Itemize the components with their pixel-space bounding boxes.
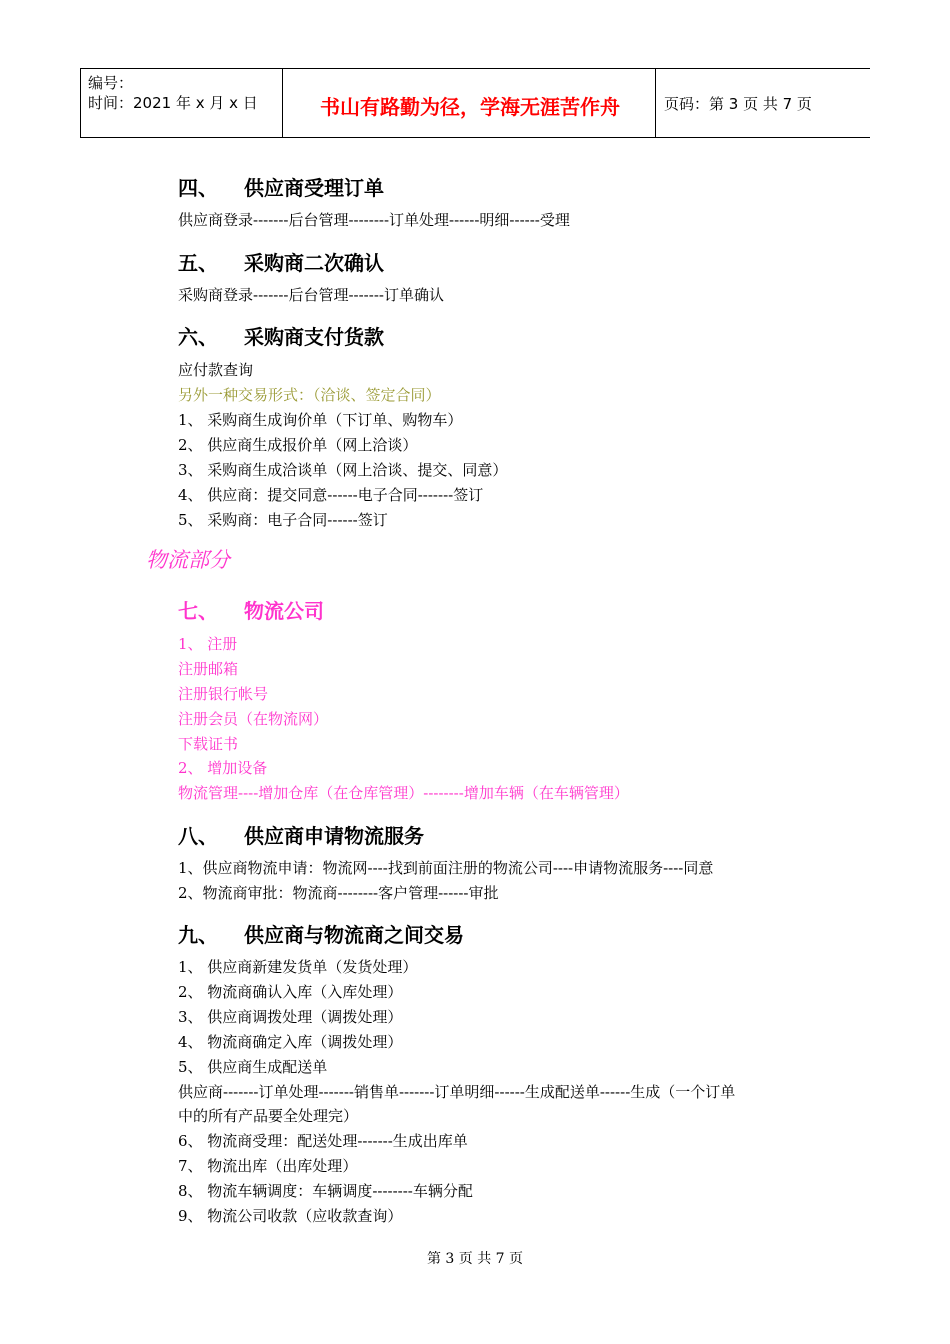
list-item: 注册银行帐号 bbox=[178, 685, 269, 703]
heading-4-text: 供应商受理订单 bbox=[244, 176, 384, 200]
heading-9-text: 供应商与物流商之间交易 bbox=[244, 923, 464, 947]
page-footer: 第 3 页 共 7 页 bbox=[426, 1251, 524, 1267]
heading-7-num: 七、 bbox=[178, 599, 218, 623]
heading-5-num: 五、 bbox=[178, 251, 218, 275]
list-item: 2、 增加设备 bbox=[178, 759, 268, 777]
header-divider-1 bbox=[282, 69, 283, 137]
list-item: 3、 采购商生成洽谈单（网上洽谈、提交、同意） bbox=[178, 461, 508, 479]
text-line: 应付款查询 bbox=[178, 361, 254, 379]
list-item: 1、 采购商生成询价单（下订单、购物车） bbox=[178, 411, 463, 429]
list-item: 2、物流商审批：物流商--------客户管理------审批 bbox=[178, 884, 499, 902]
heading-6-num: 六、 bbox=[178, 325, 218, 349]
page-header-table bbox=[80, 68, 870, 138]
heading-7 bbox=[178, 595, 324, 624]
section-title: 物流部分 bbox=[146, 548, 230, 572]
list-item: 下载证书 bbox=[178, 735, 239, 753]
heading-4-num: 四、 bbox=[178, 176, 218, 200]
list-item: 3、 供应商调拨处理（调拨处理） bbox=[178, 1008, 403, 1026]
heading-7-text: 物流公司 bbox=[244, 599, 324, 623]
header-page-number: 页码：第 3 页 共 7 页 bbox=[664, 95, 812, 113]
text-line: 供应商登录-------后台管理--------订单处理------明细------受理 bbox=[178, 211, 570, 229]
heading-8-num: 八、 bbox=[178, 824, 218, 848]
header-number: 编号： bbox=[88, 74, 134, 92]
list-item: 5、 供应商生成配送单 bbox=[178, 1058, 328, 1076]
list-item: 1、供应商物流申请：物流网----找到前面注册的物流公司----申请物流服务----同意 bbox=[178, 859, 714, 877]
list-item: 1、 供应商新建发货单（发货处理） bbox=[178, 958, 418, 976]
header-border-left bbox=[80, 69, 81, 137]
text-line: 采购商登录-------后台管理-------订单确认 bbox=[178, 286, 444, 304]
text-line: 中的所有产品要全处理完） bbox=[178, 1107, 359, 1125]
header-motto: 书山有路勤为径，学海无涯苦作舟 bbox=[320, 95, 620, 119]
heading-8-text: 供应商申请物流服务 bbox=[244, 824, 424, 848]
header-meta bbox=[88, 73, 258, 113]
list-item: 8、 物流车辆调度：车辆调度--------车辆分配 bbox=[178, 1182, 473, 1200]
list-item: 5、 采购商：电子合同------签订 bbox=[178, 511, 388, 529]
heading-4 bbox=[178, 172, 384, 201]
text-line: 供应商-------订单处理-------销售单-------订单明细------生成配送单------生成（一个订单 bbox=[178, 1083, 736, 1101]
header-time: 时间：2021 年 x 月 x 日 bbox=[88, 94, 258, 112]
heading-5 bbox=[178, 247, 384, 276]
heading-6 bbox=[178, 321, 384, 350]
list-item: 7、 物流出库（出库处理） bbox=[178, 1157, 358, 1175]
heading-9-num: 九、 bbox=[178, 923, 218, 947]
list-item: 2、 物流商确认入库（入库处理） bbox=[178, 983, 403, 1001]
list-item: 注册会员（在物流网） bbox=[178, 710, 329, 728]
heading-5-text: 采购商二次确认 bbox=[244, 251, 384, 275]
heading-8 bbox=[178, 820, 424, 849]
list-item: 4、 供应商：提交同意------电子合同-------签订 bbox=[178, 486, 484, 504]
list-item: 6、 物流商受理：配送处理-------生成出库单 bbox=[178, 1132, 468, 1150]
text-line-highlight: 另外一种交易形式：（洽谈、签定合同） bbox=[178, 386, 441, 404]
list-item: 物流管理----增加仓库（在仓库管理）--------增加车辆（在车辆管理） bbox=[178, 784, 629, 802]
list-item: 9、 物流公司收款（应收款查询） bbox=[178, 1207, 403, 1225]
heading-9 bbox=[178, 919, 464, 948]
list-item: 注册邮箱 bbox=[178, 660, 239, 678]
list-item: 1、 注册 bbox=[178, 635, 238, 653]
list-item: 2、 供应商生成报价单（网上洽谈） bbox=[178, 436, 418, 454]
heading-6-text: 采购商支付货款 bbox=[244, 325, 384, 349]
list-item: 4、 物流商确定入库（调拨处理） bbox=[178, 1033, 403, 1051]
